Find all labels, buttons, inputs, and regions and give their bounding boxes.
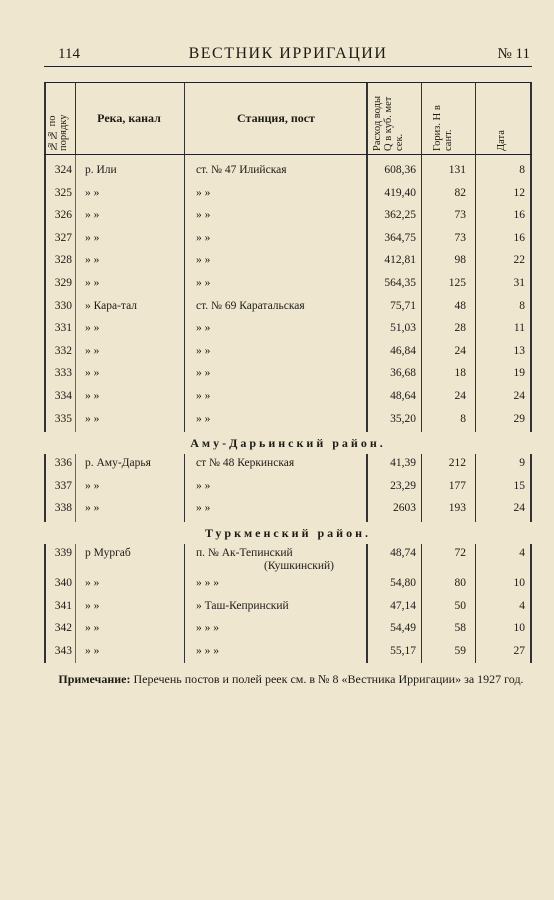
river-cell: » » [85, 622, 100, 635]
station-cell: » » » [196, 644, 219, 657]
station-cell: » » » [196, 576, 219, 589]
stage-cell: 72 [454, 546, 466, 559]
stage-cell: 73 [454, 231, 466, 244]
stage-cell: 177 [448, 479, 466, 492]
river-cell: » » [85, 254, 100, 267]
station-cell: » » » [196, 622, 219, 635]
table-row [44, 619, 532, 642]
row-number: 332 [54, 344, 72, 357]
journal-title: ВЕСТНИК ИРРИГАЦИИ [188, 45, 388, 62]
discharge-cell: 35,20 [390, 412, 416, 425]
row-number: 328 [54, 254, 72, 267]
row-number: 331 [54, 322, 72, 335]
table-row [44, 297, 532, 320]
discharge-cell: 2603 [393, 502, 416, 515]
header-rule [44, 154, 532, 155]
footnote-text: Перечень постов и полей реек см. в № 8 «Вестника Ирригации» за 1927 год. [133, 672, 524, 686]
river-cell: » » [85, 322, 100, 335]
table-row [44, 319, 532, 342]
row-number: 343 [54, 644, 72, 657]
column-divider [75, 83, 76, 154]
row-number: 327 [54, 231, 72, 244]
date-cell: 8 [519, 164, 525, 176]
river-cell: р Мургаб [85, 546, 131, 559]
table-row [44, 184, 532, 207]
date-cell: 4 [519, 599, 525, 612]
table-row [44, 499, 532, 522]
data-table [44, 82, 532, 665]
station-cell: » » [196, 502, 211, 515]
station-cell: » » [196, 209, 211, 222]
river-cell: » » [85, 599, 100, 612]
discharge-cell: 419,40 [384, 186, 416, 199]
row-number: 336 [54, 457, 72, 470]
row-number: 339 [54, 546, 72, 559]
row-number: 325 [54, 186, 72, 199]
date-cell: 16 [513, 231, 525, 244]
date-cell: 10 [513, 622, 525, 635]
discharge-cell: 75,71 [390, 299, 416, 312]
discharge-cell: 48,74 [390, 546, 416, 559]
river-cell: » » [85, 209, 100, 222]
discharge-cell: 608,36 [384, 164, 416, 176]
discharge-cell: 47,14 [390, 599, 416, 612]
stage-cell: 59 [454, 644, 466, 657]
table-row [44, 410, 532, 433]
station-cell-continued: (Кушкинский) [264, 559, 334, 572]
station-cell: » Таш-Кепринский [196, 599, 289, 612]
row-number: 338 [54, 502, 72, 515]
date-cell: 10 [513, 576, 525, 589]
stage-cell: 50 [454, 599, 466, 612]
discharge-cell: 564,35 [384, 276, 416, 289]
table-row [44, 387, 532, 410]
station-cell: ст. № 69 Каратальская [196, 299, 305, 312]
table-body [44, 161, 532, 664]
discharge-cell: 36,68 [390, 367, 416, 380]
section-title-turkmen: Туркменский район. [44, 522, 532, 544]
row-number: 333 [54, 367, 72, 380]
stage-cell: 48 [454, 299, 466, 312]
river-cell: » » [85, 412, 100, 425]
column-header-station: Станция, пост [237, 111, 315, 125]
discharge-cell: 23,29 [390, 479, 416, 492]
table-row [44, 342, 532, 365]
table-row [44, 229, 532, 252]
date-cell: 11 [513, 322, 525, 335]
stage-cell: 80 [454, 576, 466, 589]
station-cell: » » [196, 412, 211, 425]
stage-cell: 24 [454, 344, 466, 357]
river-cell: » » [85, 644, 100, 657]
station-cell: » » [196, 367, 211, 380]
date-cell: 16 [513, 209, 525, 222]
section-title-amu-darya: Аму-Дарьинский район. [44, 432, 532, 454]
discharge-cell: 364,75 [384, 231, 416, 244]
date-cell: 9 [519, 457, 525, 470]
date-cell: 24 [513, 502, 525, 515]
station-cell: » » [196, 344, 211, 357]
stage-cell: 98 [454, 254, 466, 267]
station-cell: п. № Ак-Тепинский [196, 546, 293, 559]
column-header-discharge: Расход воды Q в куб. мет сек. [372, 95, 405, 151]
discharge-cell: 55,17 [390, 644, 416, 657]
table-row [44, 454, 532, 477]
station-cell: » » [196, 389, 211, 402]
date-cell: 4 [519, 546, 525, 559]
column-header-river: Река, канал [97, 111, 161, 125]
stage-cell: 212 [448, 457, 466, 470]
discharge-cell: 41,39 [390, 457, 416, 470]
station-cell: ст. № 47 Илийская [196, 164, 287, 176]
discharge-cell: 54,80 [390, 576, 416, 589]
table-group-1 [44, 161, 532, 432]
stage-cell: 125 [448, 276, 466, 289]
row-number: 329 [54, 276, 72, 289]
discharge-cell: 412,81 [384, 254, 416, 267]
stage-cell: 82 [454, 186, 466, 199]
discharge-cell: 48,64 [390, 389, 416, 402]
discharge-cell: 54,49 [390, 622, 416, 635]
discharge-cell: 46,84 [390, 344, 416, 357]
table-row [44, 274, 532, 297]
table-row [44, 597, 532, 620]
table-group-2 [44, 454, 532, 522]
stage-cell: 131 [448, 164, 466, 176]
table-row [44, 364, 532, 387]
table-row [44, 574, 532, 597]
stage-cell: 193 [448, 502, 466, 515]
discharge-cell: 362,25 [384, 209, 416, 222]
table-row [44, 206, 532, 229]
stage-cell: 18 [454, 367, 466, 380]
table-group-3 [44, 544, 532, 664]
page-header [44, 42, 532, 67]
date-cell: 24 [513, 389, 525, 402]
table-row [44, 251, 532, 274]
date-cell: 13 [513, 344, 525, 357]
date-cell: 22 [513, 254, 525, 267]
station-cell: » » [196, 479, 211, 492]
footnote-label: Примечание: [58, 672, 131, 686]
column-header-stage: Гориз. H в сант. [432, 105, 454, 151]
station-cell: » » [196, 254, 211, 267]
stage-cell: 8 [460, 412, 466, 425]
row-number: 341 [54, 599, 72, 612]
station-cell: » » [196, 231, 211, 244]
table-row [44, 477, 532, 500]
date-cell: 12 [513, 186, 525, 199]
table-row [44, 642, 532, 665]
issue-number: № 11 [497, 46, 530, 62]
table-row [44, 544, 532, 574]
river-cell: » » [85, 186, 100, 199]
river-cell: » » [85, 231, 100, 244]
river-cell: » » [85, 344, 100, 357]
row-number: 324 [54, 164, 72, 176]
footnote [58, 672, 524, 687]
river-cell: » Кара-тал [85, 299, 138, 312]
row-number: 342 [54, 622, 72, 635]
table-row [44, 161, 532, 184]
column-header-num: №№ по порядку [47, 114, 69, 151]
river-cell: р. Или [85, 164, 117, 176]
stage-cell: 58 [454, 622, 466, 635]
date-cell: 8 [519, 299, 525, 312]
river-cell: » » [85, 276, 100, 289]
date-cell: 15 [513, 479, 525, 492]
row-number: 335 [54, 412, 72, 425]
station-cell: » » [196, 276, 211, 289]
stage-cell: 28 [454, 322, 466, 335]
date-cell: 29 [513, 412, 525, 425]
river-cell: » » [85, 576, 100, 589]
discharge-cell: 51,03 [390, 322, 416, 335]
date-cell: 19 [513, 367, 525, 380]
date-cell: 31 [513, 276, 525, 289]
station-cell: ст № 48 Керкинская [196, 457, 295, 470]
river-cell: р. Аму-Дарья [85, 457, 151, 470]
station-cell: » » [196, 186, 211, 199]
column-header-date: Дата [496, 130, 507, 151]
river-cell: » » [85, 389, 100, 402]
page-number: 114 [58, 46, 80, 62]
river-cell: » » [85, 367, 100, 380]
row-number: 326 [54, 209, 72, 222]
row-number: 334 [54, 389, 72, 402]
row-number: 340 [54, 576, 72, 589]
row-number: 330 [54, 299, 72, 312]
station-cell: » » [196, 322, 211, 335]
row-number: 337 [54, 479, 72, 492]
date-cell: 27 [513, 644, 525, 657]
river-cell: » » [85, 502, 100, 515]
stage-cell: 73 [454, 209, 466, 222]
river-cell: » » [85, 479, 100, 492]
stage-cell: 24 [454, 389, 466, 402]
